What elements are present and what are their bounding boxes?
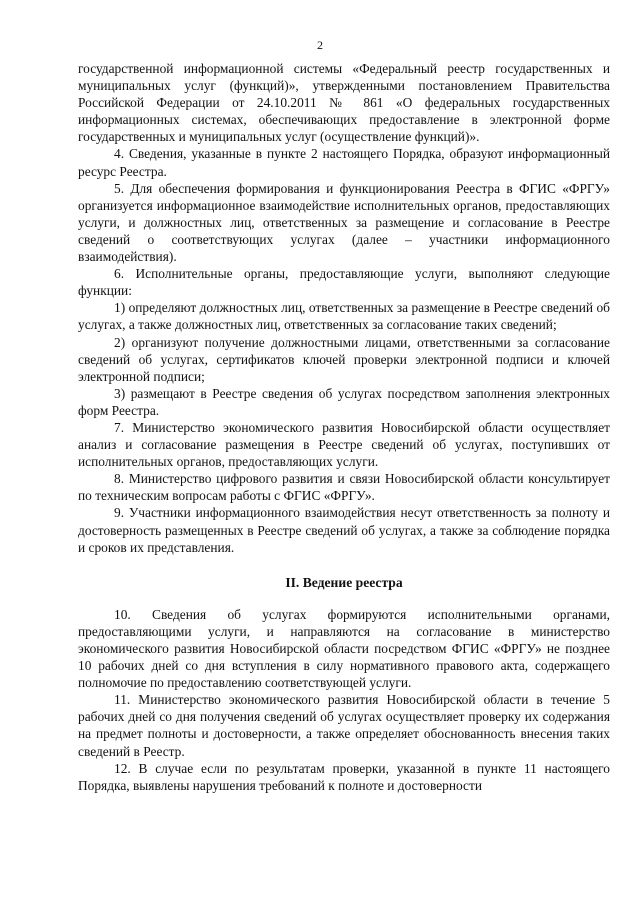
page-number: 2 <box>317 38 323 52</box>
paragraph-item-12: 12. В случае если по результатам проверки, указанной в пункте 11 настоящего Порядка, выявлены нарушения требований к полноте и достоверности <box>78 760 610 793</box>
paragraph-item-7: 7. Министерство экономического развития Новосибирской области осуществляет анализ и согласование размещения в Реестре сведений об услугах, поступивших от исполнительных органов, предоставляющих услуги. <box>78 419 610 470</box>
paragraph-continuation: государственной информационной системы «Федеральный реестр государственных и муниципальных услуг (функций)», утвержденными постановлением Правительства Российской Федерации от 24.10.2011 № 861 «О федеральных государственных информационных системах, обеспечивающих предоставление в электронной форме государственных и муниципальных услуг (осуществление функций)». <box>78 61 610 145</box>
paragraph-subitem-1: 1) определяют должностных лиц, ответственных за размещение в Реестре сведений об услугах, а также должностных лиц, ответственных за согласование таких сведений; <box>78 300 610 333</box>
paragraph-subitem-2: 2) организуют получение должностными лицами, ответственными за согласование сведений об услугах, сертификатов ключей проверки электронной подписи и ключей электронной подписи; <box>78 334 610 384</box>
section-heading: II. Ведение реестра <box>285 574 403 590</box>
paragraph-item-6: 6. Исполнительные органы, предоставляющие услуги, выполняют следующие функции: <box>78 266 610 299</box>
paragraph-item-9: 9. Участники информационного взаимодействия несут ответственность за полноту и достоверность размещенных в Реестре сведений об услугах, а также за соблюдение порядка и сроков их представления. <box>78 505 610 555</box>
paragraph-item-5: 5. Для обеспечения формирования и функционирования Реестра в ФГИС «ФРГУ» организуется информационное взаимодействие исполнительных органов, предоставляющих услуги, и должностных лиц, ответственных за размещение и согласование в Реестре сведений о соответствующих услугах (далее – участники информационного взаимодействия). <box>78 180 610 265</box>
paragraph-item-10: 10. Сведения об услугах формируются исполнительными органами, предоставляющими услуги, и направляются на согласование в министерство экономического развития Новосибирской области посредством ФГИС «ФРГУ» не позднее 10 рабочих дней со дня вступления в силу нормативного правового акта, содержащего полномочие по предоставлению соответствующей услуги. <box>78 606 610 691</box>
paragraph-subitem-3: 3) размещают в Реестре сведения об услугах посредством заполнения электронных форм Реестра. <box>78 385 610 418</box>
document-body <box>78 60 610 794</box>
paragraph-item-8: 8. Министерство цифрового развития и связи Новосибирской области консультирует по техническим вопросам работы с ФГИС «ФРГУ». <box>78 471 610 504</box>
paragraph-item-4: 4. Сведения, указанные в пункте 2 настоящего Порядка, образуют информационный ресурс Реестра. <box>78 146 610 179</box>
paragraph-item-11: 11. Министерство экономического развития Новосибирской области в течение 5 рабочих дней со дня получения сведений об услугах осуществляет проверку их содержания на предмет полноты и достоверности, а также определяет обоснованность внесения таких сведений в Реестр. <box>78 692 610 759</box>
